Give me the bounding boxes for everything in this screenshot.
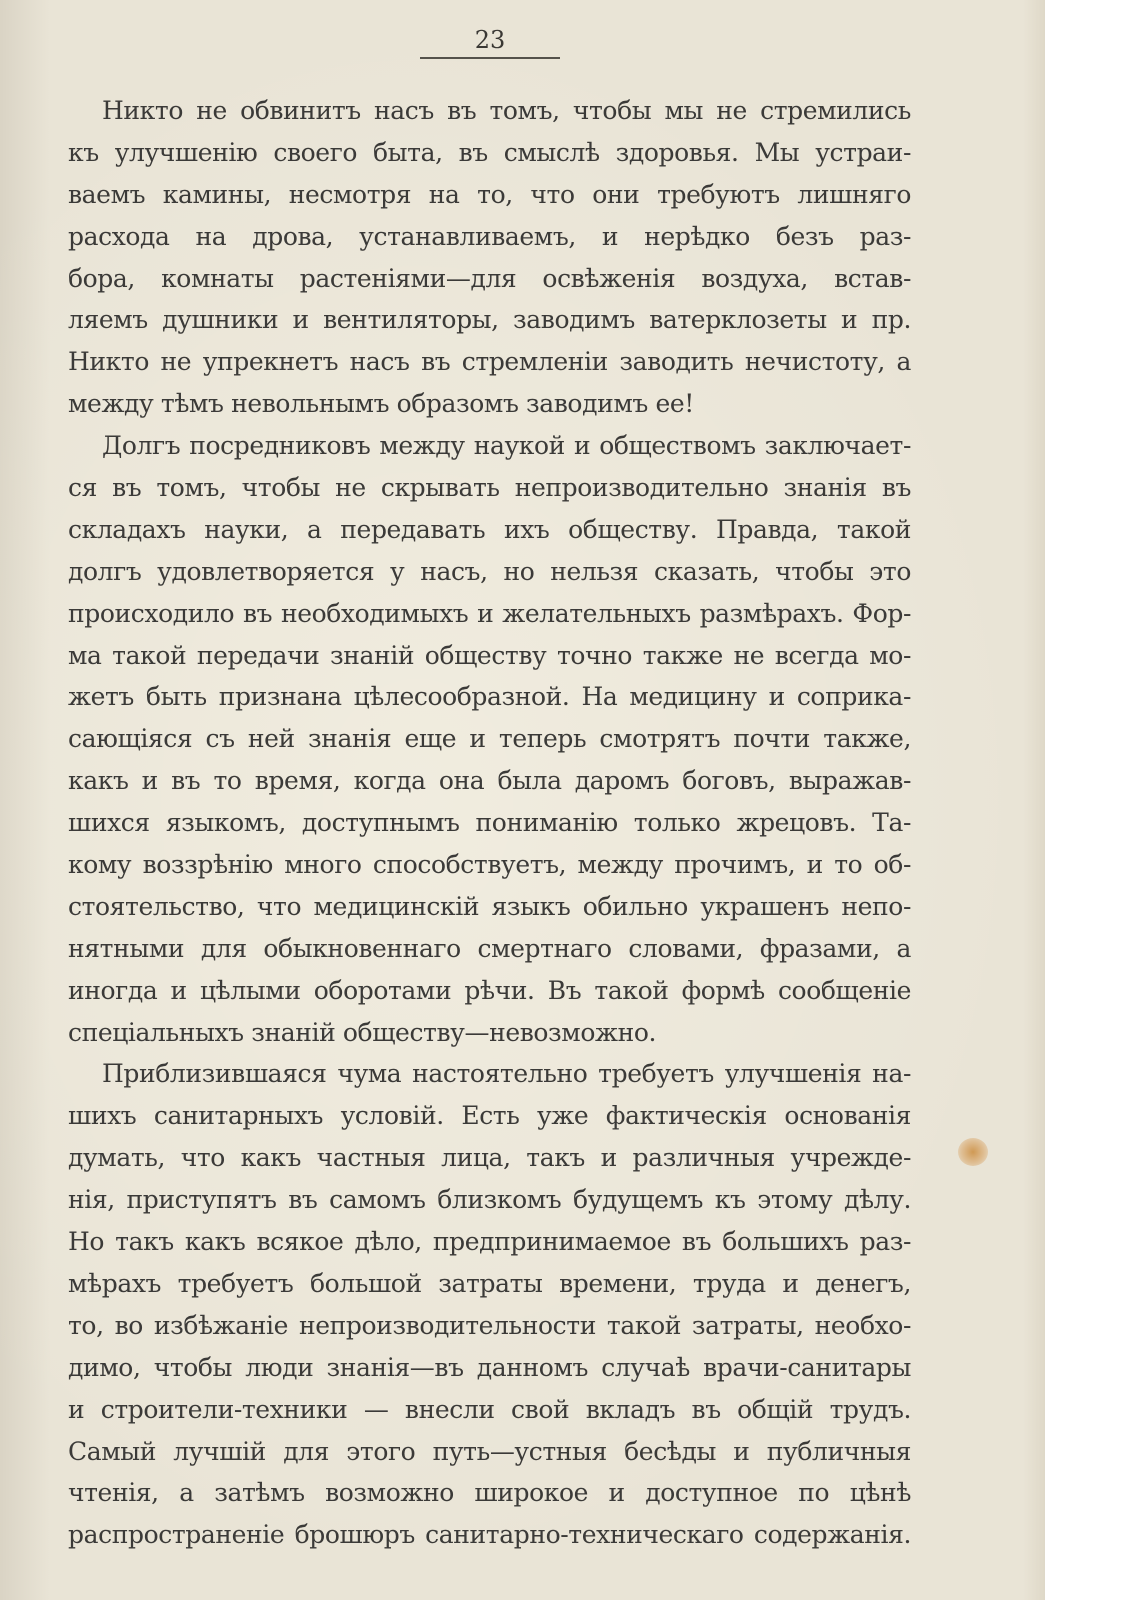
text-line: Самый лучшій для этого путь—устныя бесѣды и публичныя (68, 1436, 911, 1466)
text-line: кому воззрѣнію много способствуетъ, между прочимъ, и то об- (68, 850, 911, 880)
text-line: жетъ быть признана цѣлесообразной. На медицину и соприка- (68, 682, 911, 712)
paper-stain (958, 1138, 988, 1166)
text-line: распространеніе брошюръ санитарно-техническаго содержанія. (68, 1520, 911, 1550)
text-line: шихъ санитарныхъ условій. Есть уже фактическія основанія (68, 1101, 911, 1131)
text-line: Никто не обвинитъ насъ въ томъ, чтобы мы не стремились (102, 96, 911, 125)
body-text (68, 90, 911, 1556)
paragraph-1 (68, 90, 911, 425)
text-line: димо, чтобы люди знанія—въ данномъ случаѣ врачи-санитары (68, 1352, 911, 1382)
text-line: иногда и цѣлыми оборотами рѣчи. Въ такой формѣ сообщеніе (68, 975, 911, 1005)
text-line: бора, комнаты растеніями—для освѣженія воздуха, встав- (68, 263, 911, 293)
text-line: долгъ удовлетворяется у насъ, но нельзя сказать, чтобы это (68, 556, 911, 586)
text-line: Но такъ какъ всякое дѣло, предпринимаемое въ большихъ раз- (68, 1227, 911, 1257)
page-number: 23 (474, 26, 506, 54)
text-line: какъ и въ то время, когда она была даромъ боговъ, выражав- (68, 766, 911, 796)
text-line: происходило въ необходимыхъ и желательныхъ размѣрахъ. Фор- (68, 598, 911, 628)
header-rule (420, 57, 560, 59)
text-line: шихся языкомъ, доступнымъ пониманію только жрецовъ. Та- (68, 808, 911, 838)
text-line: ся въ томъ, чтобы не скрывать непроизводительно знанія въ (68, 473, 911, 503)
text-line: стоятельство, что медицинскій языкъ обильно украшенъ непо- (68, 891, 911, 921)
text-line: ма такой передачи знаній обществу точно также не всегда мо- (68, 640, 911, 670)
paragraph-2 (68, 425, 911, 1053)
text-line: спеціальныхъ знаній обществу—невозможно. (68, 1017, 657, 1047)
text-line: складахъ науки, а передавать ихъ обществу. Правда, такой (68, 514, 911, 544)
text-line: мѣрахъ требуетъ большой затраты времени, труда и денегъ, (68, 1268, 911, 1298)
text-line: расхода на дрова, устанавливаемъ, и нерѣдко безъ раз- (68, 221, 911, 251)
text-line: нятными для обыкновеннаго смертнаго словами, фразами, а (68, 933, 911, 963)
text-line: думать, что какъ частныя лица, такъ и различныя учрежде- (68, 1143, 911, 1173)
text-line: то, во избѣжаніе непроизводительности такой затраты, необхо- (68, 1310, 911, 1340)
paragraph-3 (68, 1053, 911, 1556)
text-line: нія, приступятъ въ самомъ близкомъ будущемъ къ этому дѣлу. (68, 1185, 911, 1215)
text-line: къ улучшенію своего быта, въ смыслѣ здоровья. Мы устраи- (68, 137, 911, 167)
text-line: ляемъ душники и вентиляторы, заводимъ ватерклозеты и пр. (68, 305, 911, 335)
text-line: чтенія, а затѣмъ возможно широкое и доступное по цѣнѣ (68, 1478, 911, 1508)
text-line: сающіяся съ ней знанія еще и теперь смотрятъ почти также, (68, 724, 911, 754)
text-line: Приблизившаяся чума настоятельно требуетъ улучшенія на- (102, 1059, 911, 1089)
text-line: и строители-техники — внесли свой вкладъ въ общій трудъ. (68, 1394, 911, 1424)
text-line: Долгъ посредниковъ между наукой и обществомъ заключает- (102, 431, 911, 461)
text-line: Никто не упрекнетъ насъ въ стремленіи заводить нечистоту, а (68, 347, 911, 377)
text-line: между тѣмъ невольнымъ образомъ заводимъ ее! (68, 389, 694, 419)
text-line: ваемъ камины, несмотря на то, что они требуютъ лишняго (68, 179, 911, 209)
